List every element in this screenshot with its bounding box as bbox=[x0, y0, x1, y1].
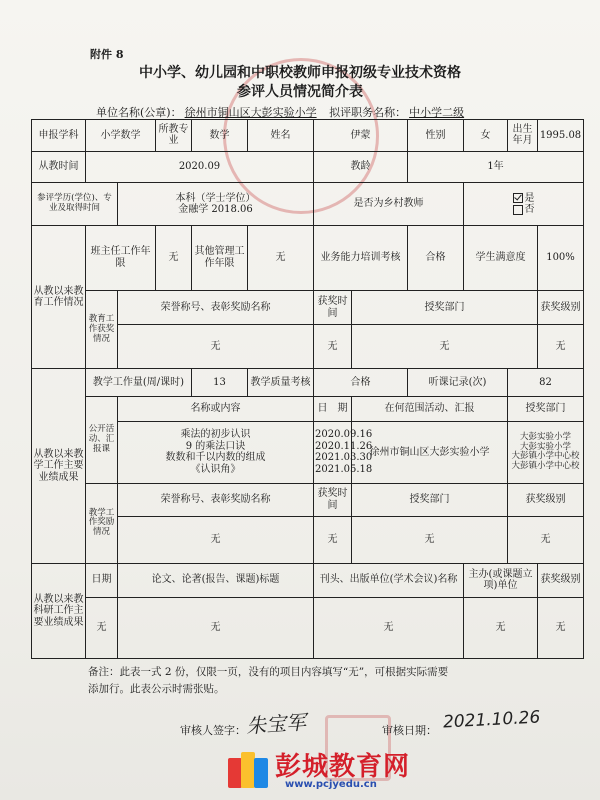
open-dates-cell bbox=[314, 422, 373, 483]
footnote-line-2: 添加行。此表公示时需张贴。 bbox=[88, 683, 225, 695]
major-label: 所教专业 bbox=[156, 120, 192, 152]
post-label: 拟评职务名称： bbox=[329, 106, 407, 119]
review-date-label: 审核日期： bbox=[382, 724, 437, 737]
hr-value: 无 bbox=[156, 225, 192, 291]
list-item: 大彭镇小学中心校 bbox=[511, 461, 580, 472]
years-label: 教龄 bbox=[314, 151, 408, 183]
quality-value: 合格 bbox=[314, 369, 408, 396]
list-item: 2020.11.26 bbox=[315, 440, 373, 452]
research-header: 主办(或课题立项)单位 bbox=[464, 563, 538, 597]
gender-label: 性别 bbox=[408, 120, 464, 152]
open-header: 在何范围活动、汇报 bbox=[352, 396, 508, 421]
research-header: 日期 bbox=[86, 563, 118, 597]
major-value: 数学 bbox=[192, 120, 248, 152]
edu-award-header: 授奖部门 bbox=[352, 291, 538, 325]
checked-box-icon bbox=[513, 193, 523, 203]
listen-label: 听课记录(次) bbox=[408, 369, 508, 396]
other-value: 无 bbox=[248, 225, 314, 291]
rural-no: 否 bbox=[465, 204, 582, 216]
watermark-url: www.pcjyedu.cn bbox=[285, 779, 377, 790]
workload-value: 13 bbox=[192, 369, 248, 396]
site-watermark bbox=[225, 744, 599, 800]
reviewer-signature: 朱宝军 bbox=[245, 709, 307, 739]
research-cell: 无 bbox=[86, 597, 118, 658]
unit-value: 徐州市铜山区大彭实验小学 bbox=[184, 106, 317, 119]
rural-yes: 是 bbox=[465, 193, 582, 205]
edu-award-header: 获奖级别 bbox=[538, 291, 584, 325]
edu-award-header: 获奖时间 bbox=[314, 291, 352, 325]
satisfaction-value: 100% bbox=[538, 225, 584, 291]
teach-award-header: 授奖部门 bbox=[352, 483, 508, 517]
open-header: 日 期 bbox=[314, 396, 352, 421]
subject-label: 申报学科 bbox=[32, 120, 86, 152]
list-item: 《认识角》 bbox=[190, 463, 241, 475]
name-value: 伊蒙 bbox=[314, 120, 408, 152]
open-scope-cell: 徐州市铜山区大彭实验小学 bbox=[352, 422, 508, 483]
title-line-1: 中小学、幼儿园和中职校教师申报初级专业技术资格 bbox=[139, 65, 461, 81]
name-label: 姓名 bbox=[248, 120, 314, 152]
rural-label: 是否为乡村教师 bbox=[314, 183, 464, 225]
edu-line-2: 金融学 2018.06 bbox=[178, 204, 253, 216]
footnote-line-1: 备注：此表一式 2 份，仅限一页，没有的项目内容填写“无”，可根据实际需要 bbox=[88, 666, 449, 678]
teach-award-header: 荣誉称号、表彰奖励名称 bbox=[118, 483, 314, 517]
birth-value: 1995.08 bbox=[538, 120, 584, 152]
post-value: 中小学二级 bbox=[409, 106, 465, 119]
edu-award-cell: 无 bbox=[314, 325, 352, 369]
list-item: 大彭实验小学 bbox=[519, 431, 571, 442]
subject-value: 小学数学 bbox=[86, 120, 156, 152]
teaching-section-label: 从教以来教育工作情况 bbox=[32, 225, 86, 369]
open-activity-label: 公开活动、汇报课 bbox=[86, 396, 118, 483]
teach-award-header: 获奖级别 bbox=[508, 483, 584, 517]
info-table bbox=[31, 119, 584, 659]
teach-award-header: 获奖时间 bbox=[314, 483, 352, 517]
title-line-2: 参评人员情况简介表 bbox=[237, 84, 363, 100]
edu-award-cell: 无 bbox=[118, 325, 314, 369]
watermark-brand: 彭城教育网 bbox=[275, 752, 411, 782]
gender-value: 女 bbox=[464, 120, 508, 152]
birth-label: 出生年月 bbox=[508, 120, 538, 152]
open-header: 名称或内容 bbox=[118, 396, 314, 421]
list-item: 数数和千以内数的组成 bbox=[165, 452, 266, 464]
teach-award-cell: 无 bbox=[352, 517, 508, 564]
workload-label: 教学工作量(周/课时) bbox=[86, 369, 192, 396]
research-header: 刊头、出版单位(学术会议)名称 bbox=[314, 563, 464, 597]
research-cell: 无 bbox=[538, 597, 584, 658]
start-label: 从教时间 bbox=[32, 151, 86, 183]
start-value: 2020.09 bbox=[86, 151, 314, 183]
review-date-value: 2021.10.26 bbox=[442, 707, 541, 733]
edu-award-header: 荣誉称号、表彰奖励名称 bbox=[118, 291, 314, 325]
other-label: 其他管理工作年限 bbox=[192, 225, 248, 291]
teach-award-cell: 无 bbox=[118, 517, 314, 564]
list-item: 大彭实验小学 bbox=[519, 441, 571, 452]
edu-award-cell: 无 bbox=[352, 325, 538, 369]
unit-line bbox=[96, 104, 467, 120]
research-cell: 无 bbox=[464, 597, 538, 658]
years-value: 1年 bbox=[408, 151, 584, 183]
list-item: 2020.09.16 bbox=[315, 429, 373, 441]
rural-value bbox=[464, 183, 584, 225]
empty-box-icon bbox=[513, 205, 523, 215]
hr-label: 班主任工作年限 bbox=[86, 225, 156, 291]
list-item: 2021.05.18 bbox=[315, 463, 373, 475]
research-cell: 无 bbox=[118, 597, 314, 658]
train-value: 合格 bbox=[408, 225, 464, 291]
results-section-label: 从教以来教学工作主要业绩成果 bbox=[32, 369, 86, 563]
edu-line-1: 本科（学士学位） bbox=[175, 192, 256, 204]
books-logo-icon bbox=[225, 746, 271, 792]
quality-label: 教学质量考核 bbox=[248, 369, 314, 396]
open-header: 授奖部门 bbox=[508, 396, 584, 421]
list-item: 大彭镇小学中心校 bbox=[511, 451, 580, 462]
reviewer-label: 审核人签字： bbox=[180, 724, 246, 737]
satisfaction-label: 学生满意度 bbox=[464, 225, 538, 291]
list-item: 2021.03.30 bbox=[315, 452, 373, 464]
edu-award-cell: 无 bbox=[538, 325, 584, 369]
open-depts-cell bbox=[508, 422, 584, 483]
teach-award-cell: 无 bbox=[314, 517, 352, 564]
open-items-cell bbox=[118, 422, 314, 483]
research-section-label: 从教以来教科研工作主要业绩成果 bbox=[32, 563, 86, 658]
research-cell: 无 bbox=[314, 597, 464, 658]
listen-value: 82 bbox=[508, 369, 584, 396]
edu-value bbox=[118, 183, 314, 225]
research-header: 论文、论著(报告、课题)标题 bbox=[118, 563, 314, 597]
edu-label: 参评学历(学位)、专业及取得时间 bbox=[32, 183, 118, 225]
train-label: 业务能力培训考核 bbox=[314, 225, 408, 291]
list-item: 9 的乘法口诀 bbox=[185, 440, 246, 452]
research-header: 获奖级别 bbox=[538, 563, 584, 597]
unit-label: 单位名称(公章)： bbox=[96, 106, 182, 119]
teach-award-cell: 无 bbox=[508, 517, 584, 564]
footnote bbox=[88, 664, 558, 698]
list-item: 乘法的初步认识 bbox=[180, 429, 251, 441]
attachment-number: 附件 8 bbox=[90, 48, 124, 61]
teach-award-label: 教学工作奖励情况 bbox=[86, 483, 118, 563]
edu-award-label: 教育工作获奖情况 bbox=[86, 291, 118, 369]
